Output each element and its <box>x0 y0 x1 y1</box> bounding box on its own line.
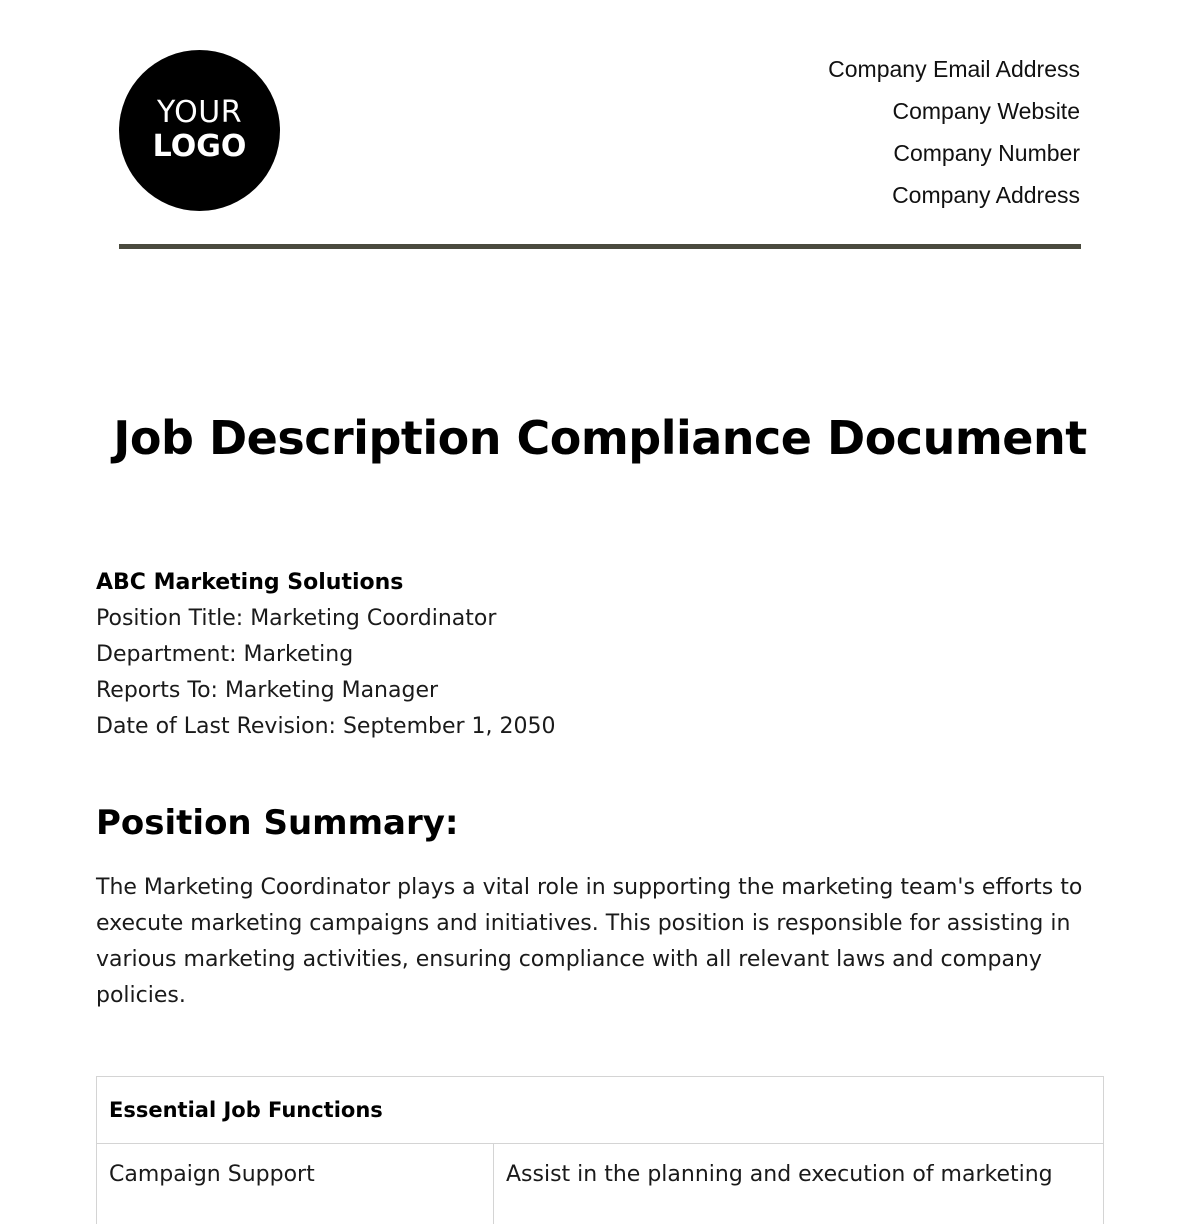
company-logo <box>119 50 280 211</box>
function-name-cell: Campaign Support <box>97 1144 494 1224</box>
position-summary-text: The Marketing Coordinator plays a vital role in supporting the marketing team's efforts to execute marketing campaigns and initiatives. This position is responsible for assisting in various marketing activities, ensuring compliance with all relevant laws and company policies. <box>96 875 1083 1008</box>
logo-line-2: LOGO <box>152 128 247 164</box>
company-website: Company Website <box>892 98 1080 124</box>
company-number: Company Number <box>893 140 1080 166</box>
table-row <box>97 1144 1103 1224</box>
essential-functions-table <box>96 1076 1104 1224</box>
job-info-block <box>96 565 556 745</box>
company-email: Company Email Address <box>828 56 1080 82</box>
position-title: Position Title: Marketing Coordinator <box>96 606 497 631</box>
revision-date: Date of Last Revision: September 1, 2050 <box>96 714 556 739</box>
department: Department: Marketing <box>96 642 354 667</box>
header-divider <box>119 244 1081 249</box>
company-address: Company Address <box>892 182 1080 208</box>
table-header: Essential Job Functions <box>97 1077 1103 1144</box>
function-description-cell: Assist in the planning and execution of marketing <box>506 1162 1053 1187</box>
reports-to: Reports To: Marketing Manager <box>96 678 439 703</box>
company-contact-block <box>828 54 1080 222</box>
logo-line-1: YOUR <box>156 94 243 130</box>
document-title: Job Description Compliance Document <box>113 411 1087 465</box>
company-name: ABC Marketing Solutions <box>96 570 404 595</box>
position-summary-heading: Position Summary: <box>96 803 459 843</box>
